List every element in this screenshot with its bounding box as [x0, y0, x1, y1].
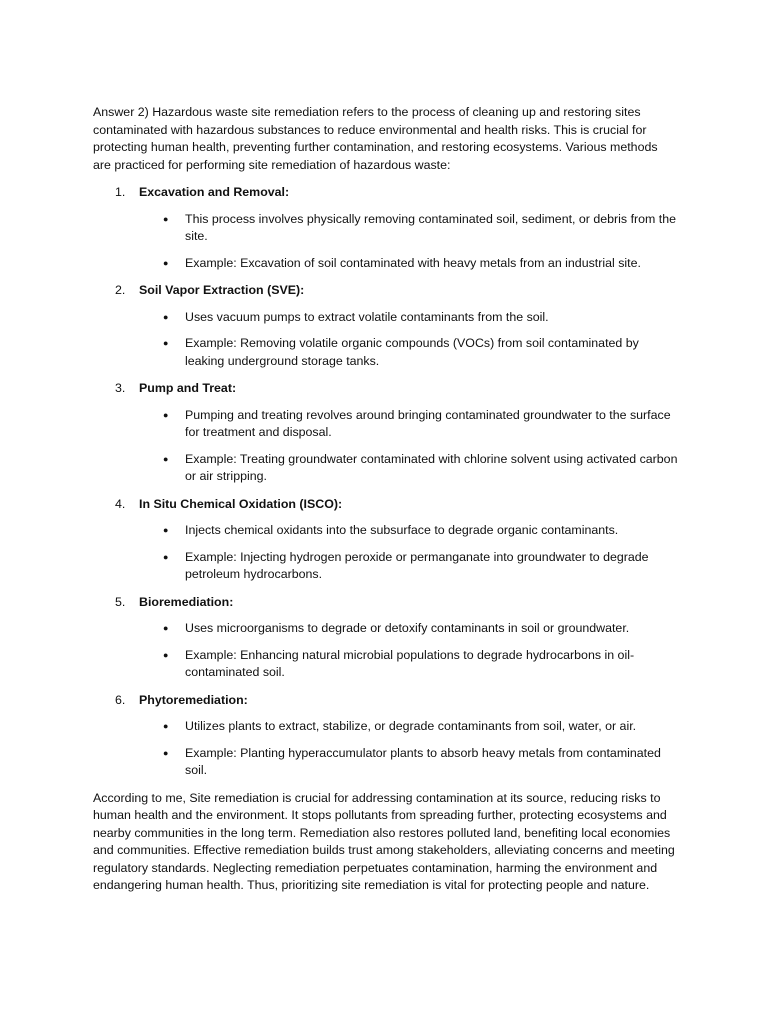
bullet-dot-icon: ● — [163, 257, 169, 268]
bullet-text: Example: Planting hyperaccumulator plants to absorb heavy metals from contaminated soil. — [185, 745, 661, 777]
method-title: In Situ Chemical Oxidation (ISCO): — [139, 496, 343, 511]
method-number: 6. — [115, 692, 126, 707]
bullet-dot-icon: ● — [163, 213, 169, 224]
bullet-text: Example: Excavation of soil contaminated with heavy metals from an industrial site. — [185, 255, 641, 270]
bullet-dot-icon: ● — [163, 409, 169, 420]
method-title: Bioremediation: — [139, 594, 234, 609]
bullet-text: Example: Enhancing natural microbial populations to degrade hydrocarbons in oil-contaminated soil. — [185, 647, 635, 679]
method-item-pump-and-treat — [93, 380, 678, 486]
method-item-bioremediation — [93, 594, 678, 682]
bullet-text: Uses microorganisms to degrade or detoxify contaminants in soil or groundwater. — [185, 621, 630, 635]
method-item-phytoremediation — [93, 692, 678, 780]
method-bullets — [139, 522, 678, 584]
bullet-dot-icon: ● — [163, 525, 169, 535]
bullet-item — [139, 451, 678, 486]
method-bullets — [139, 407, 678, 486]
bullet-item — [139, 718, 678, 736]
method-item-sve — [93, 282, 678, 370]
conclusion-paragraph: According to me, Site remediation is crucial for addressing contamination at its source, reducing risks to human health and the environment. It stops pollutants from spreading further, protecting ecosystems and nearby communities in the long term. Remediation also restores polluted land, benefiting local economies and communities. Effective remediation builds trust among stakeholders, alleviating concerns and meeting regulatory standards. Neglecting remediation perpetuates contamination, harming the environment and endangering human health. Thus, prioritizing site remediation is vital for protecting people and nature. — [93, 790, 675, 892]
method-bullets — [139, 620, 678, 682]
bullet-item — [139, 309, 678, 327]
bullet-text: Pumping and treating revolves around bringing contaminated groundwater to the surface for treatment and disposal. — [185, 407, 671, 439]
bullet-dot-icon: ● — [163, 338, 169, 348]
bullet-text: Injects chemical oxidants into the subsurface to degrade organic contaminants. — [185, 523, 619, 537]
bullet-dot-icon: ● — [163, 311, 169, 322]
method-number: 2. — [115, 283, 126, 297]
bullet-dot-icon: ● — [163, 453, 169, 464]
method-bullets — [139, 718, 678, 780]
method-title: Phytoremediation: — [139, 692, 248, 707]
bullet-item — [139, 745, 678, 780]
bullet-item — [139, 620, 678, 638]
bullet-text: Example: Removing volatile organic compounds (VOCs) from soil contaminated by leaking underground storage tanks. — [185, 336, 639, 368]
bullet-text: Example: Injecting hydrogen peroxide or permanganate into groundwater to degrade petroleum hydrocarbons. — [185, 549, 649, 581]
method-title: Soil Vapor Extraction (SVE): — [139, 283, 305, 297]
bullet-item — [139, 335, 678, 370]
bullet-item — [139, 407, 678, 442]
bullet-item — [139, 255, 678, 273]
method-number: 5. — [115, 594, 126, 609]
method-bullets — [139, 309, 678, 371]
bullet-text: Utilizes plants to extract, stabilize, or degrade contaminants from soil, water, or air. — [185, 719, 637, 733]
method-title: Excavation and Removal: — [139, 185, 290, 199]
method-number: 1. — [115, 185, 126, 199]
bullet-item — [139, 647, 678, 682]
method-item-isco — [93, 496, 678, 584]
method-number: 3. — [115, 381, 126, 395]
bullet-dot-icon: ● — [163, 721, 169, 731]
bullet-text: This process involves physically removing contaminated soil, sediment, or debris from the site. — [185, 211, 677, 243]
method-item-excavation — [93, 184, 678, 272]
method-bullets — [139, 211, 678, 273]
document-page — [93, 104, 678, 895]
bullet-dot-icon: ● — [163, 747, 169, 758]
bullet-dot-icon: ● — [163, 649, 169, 660]
bullet-text: Uses vacuum pumps to extract volatile contaminants from the soil. — [185, 309, 549, 324]
bullet-item — [139, 211, 678, 246]
bullet-dot-icon: ● — [163, 551, 169, 562]
bullet-text: Example: Treating groundwater contaminated with chlorine solvent using activated carbon or air stripping. — [185, 451, 678, 483]
bullet-item — [139, 522, 678, 540]
method-number: 4. — [115, 496, 126, 511]
bullet-dot-icon: ● — [163, 623, 169, 633]
remediation-methods-list — [93, 184, 678, 780]
bullet-item — [139, 549, 678, 584]
intro-paragraph: Answer 2) Hazardous waste site remediation refers to the process of cleaning up and restoring sites contaminated with hazardous substances to reduce environmental and health risks. This is crucial for protecting human health, preventing further contamination, and restoring ecosystems. Various methods are practiced for performing site remediation of hazardous waste: — [93, 105, 658, 172]
method-title: Pump and Treat: — [139, 381, 237, 395]
